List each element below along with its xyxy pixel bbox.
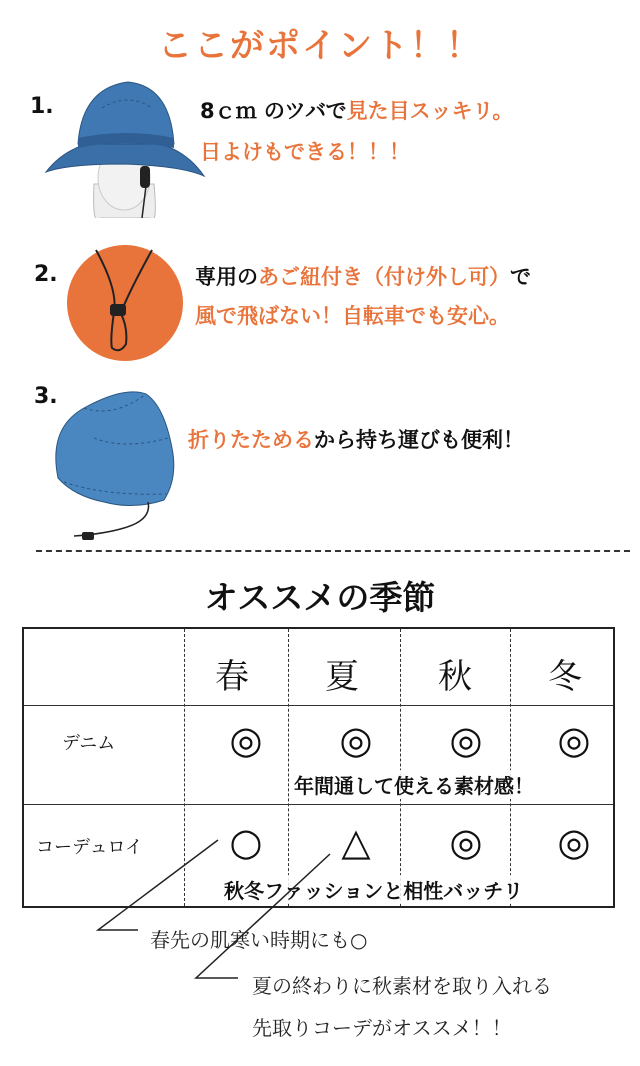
season-autumn: 秋 (438, 657, 472, 697)
footnote-summer-line-2: 先取りコーデがオススメ！！ (252, 1016, 512, 1040)
rating-mark: ◎ (339, 718, 373, 762)
material-denim: デニム (62, 733, 116, 754)
footnote-summer-line-1: 夏の終わりに秋素材を取り入れる (252, 974, 552, 998)
rating-mark: ○ (229, 820, 263, 864)
season-title: オススメの季節 (204, 578, 436, 617)
season-winter: 冬 (548, 657, 582, 697)
point-3-line-1: 折りたためるから持ち運びも便利！ (188, 428, 524, 452)
point-1-line-2: 日よけもできる！！！ (200, 140, 410, 164)
footnote-spring: 春先の肌寒い時期にも○ (150, 928, 368, 952)
denim-note: 年間通して使える素材感！ (294, 770, 534, 799)
rating-mark: ◎ (229, 718, 263, 762)
rating-mark: △ (341, 820, 371, 864)
rating-mark: ◎ (557, 718, 591, 762)
rating-mark: ◎ (449, 820, 483, 864)
point-1-number: 1. (30, 94, 54, 119)
rating-mark: ◎ (449, 718, 483, 762)
point-1-line-1: 8ｃｍ のツバで見た目スッキリ。 (200, 99, 514, 123)
corduroy-note: 秋冬ファッションと相性バッチリ (224, 875, 523, 904)
material-corduroy: コーデュロイ (36, 837, 143, 858)
season-spring: 春 (215, 657, 249, 697)
point-2-number: 2. (34, 262, 58, 287)
point-2-line-2: 風で飛ばない！自転車でも安心。 (195, 304, 510, 328)
page-title: ここがポイント！！ (158, 26, 482, 66)
season-summer: 夏 (325, 657, 359, 697)
rating-mark: ◎ (557, 820, 591, 864)
point-2-line-1: 専用のあご紐付き（付け外し可）で (195, 265, 531, 289)
point-3-number: 3. (34, 384, 58, 409)
